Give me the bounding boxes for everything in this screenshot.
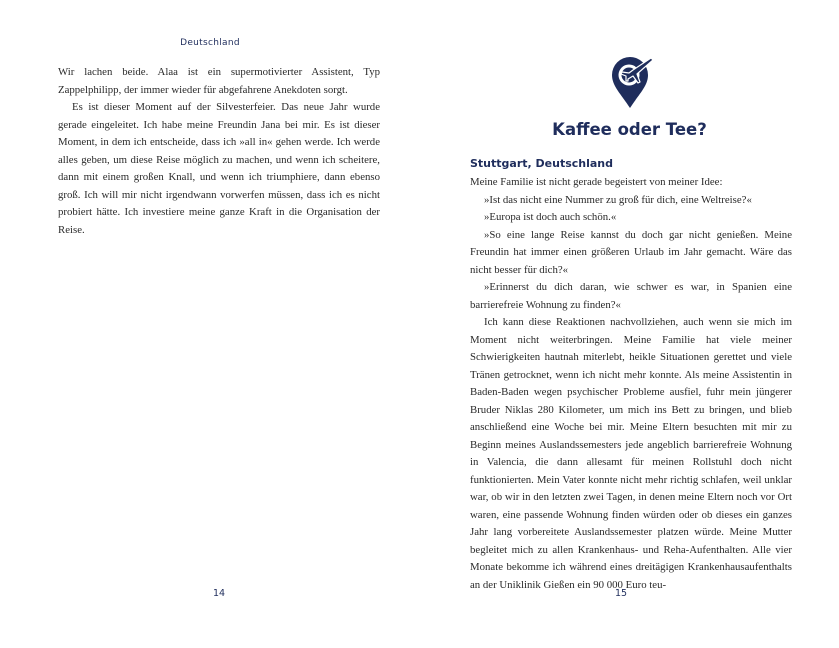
left-body-text xyxy=(58,64,380,239)
paragraph: Es ist dieser Moment auf der Silvesterfeier. Das neue Jahr wurde gerade eingeleitet. Ich habe meine Freundin Jana bei mir. Es ist dieser Moment, in dem ich entscheide, dass ich »all in« gehen werde. Ich werde alles geben, um diese Reise möglich zu machen, und wenn ich scheitere, dann mit einem großen Knall, und wenn ich triumphiere, dann ebenso groß. Ich will mir nicht irgendwann vorwerfen müssen, dass ich es nicht probiert hätte. Ich investiere meine ganze Kraft in die Organisation der Reise. xyxy=(58,101,380,236)
right-page xyxy=(420,0,839,648)
paragraph: »So eine lange Reise kannst du doch gar nicht genießen. Meine Freundin hat immer einen größeren Urlaub im Jahr gemacht. Wäre das nicht besser für dich?« xyxy=(470,228,792,276)
map-pin-airplane-icon xyxy=(607,54,653,110)
page-number-right: 15 xyxy=(615,588,628,599)
running-head: Deutschland xyxy=(180,38,240,48)
paragraph: »Erinnerst du dich daran, wie schwer es war, in Spanien eine barrierefreie Wohnung zu finden?« xyxy=(470,281,792,311)
paragraph: »Ist das nicht eine Nummer zu groß für dich, eine Weltreise?« xyxy=(484,193,752,206)
paragraph: Wir lachen beide. Alaa ist ein supermotivierter Assistent, Typ Zappelphilipp, der immer wieder für abgefahrene Anekdoten sorgt. xyxy=(58,66,380,96)
chapter-title: Kaffee oder Tee? xyxy=(552,120,707,139)
location-heading: Stuttgart, Deutschland xyxy=(470,157,613,170)
paragraph: Ich kann diese Reaktionen nachvollziehen, auch wenn sie mich im Moment nicht weiterbringen. Meine Familie hat viele meiner Schwierigkeiten hautnah miterlebt, heikle Situationen gerettet und viele Tränen getrocknet, wenn ich nicht mehr konnte. Als meine Assistentin in Baden-Baden wegen psychischer Probleme ausfiel, fuhr mein jüngerer Bruder Niklas 280 Kilometer, um mich ins Bett zu bringen, und blieb anschließend eine Woche bei mir. Meine Eltern besuchten mit mir zu Beginn meines Auslandssemesters jede angeblich barrierefreie Wohnung in Valencia, die dann allesamt für meinen Rollstuhl doch nicht funktionierten. Mein Vater konnte nicht mehr richtig schlafen, weil unklar war, ob wir in den letzten zwei Tagen, in denen meine Eltern noch vor Ort waren, eine passende Wohnung finden würden oder ob dieses ein ganzes Jahr lang vorbereitete Auslandssemester platzen würde. Meine Mutter begleitet mich zu allen Krankenhaus- und Reha-Aufenthalten. Alle vier Monate bekomme ich während eines dreitägigen Krankenhausaufenthalts an der Uniklinik Gießen ein 90 000 Euro teu- xyxy=(470,316,792,591)
page-number-left: 14 xyxy=(213,588,226,599)
right-body-text xyxy=(470,174,792,594)
paragraph: »Europa ist doch auch schön.« xyxy=(484,211,617,223)
paragraph: Meine Familie ist nicht gerade begeistert von meiner Idee: xyxy=(470,176,723,188)
